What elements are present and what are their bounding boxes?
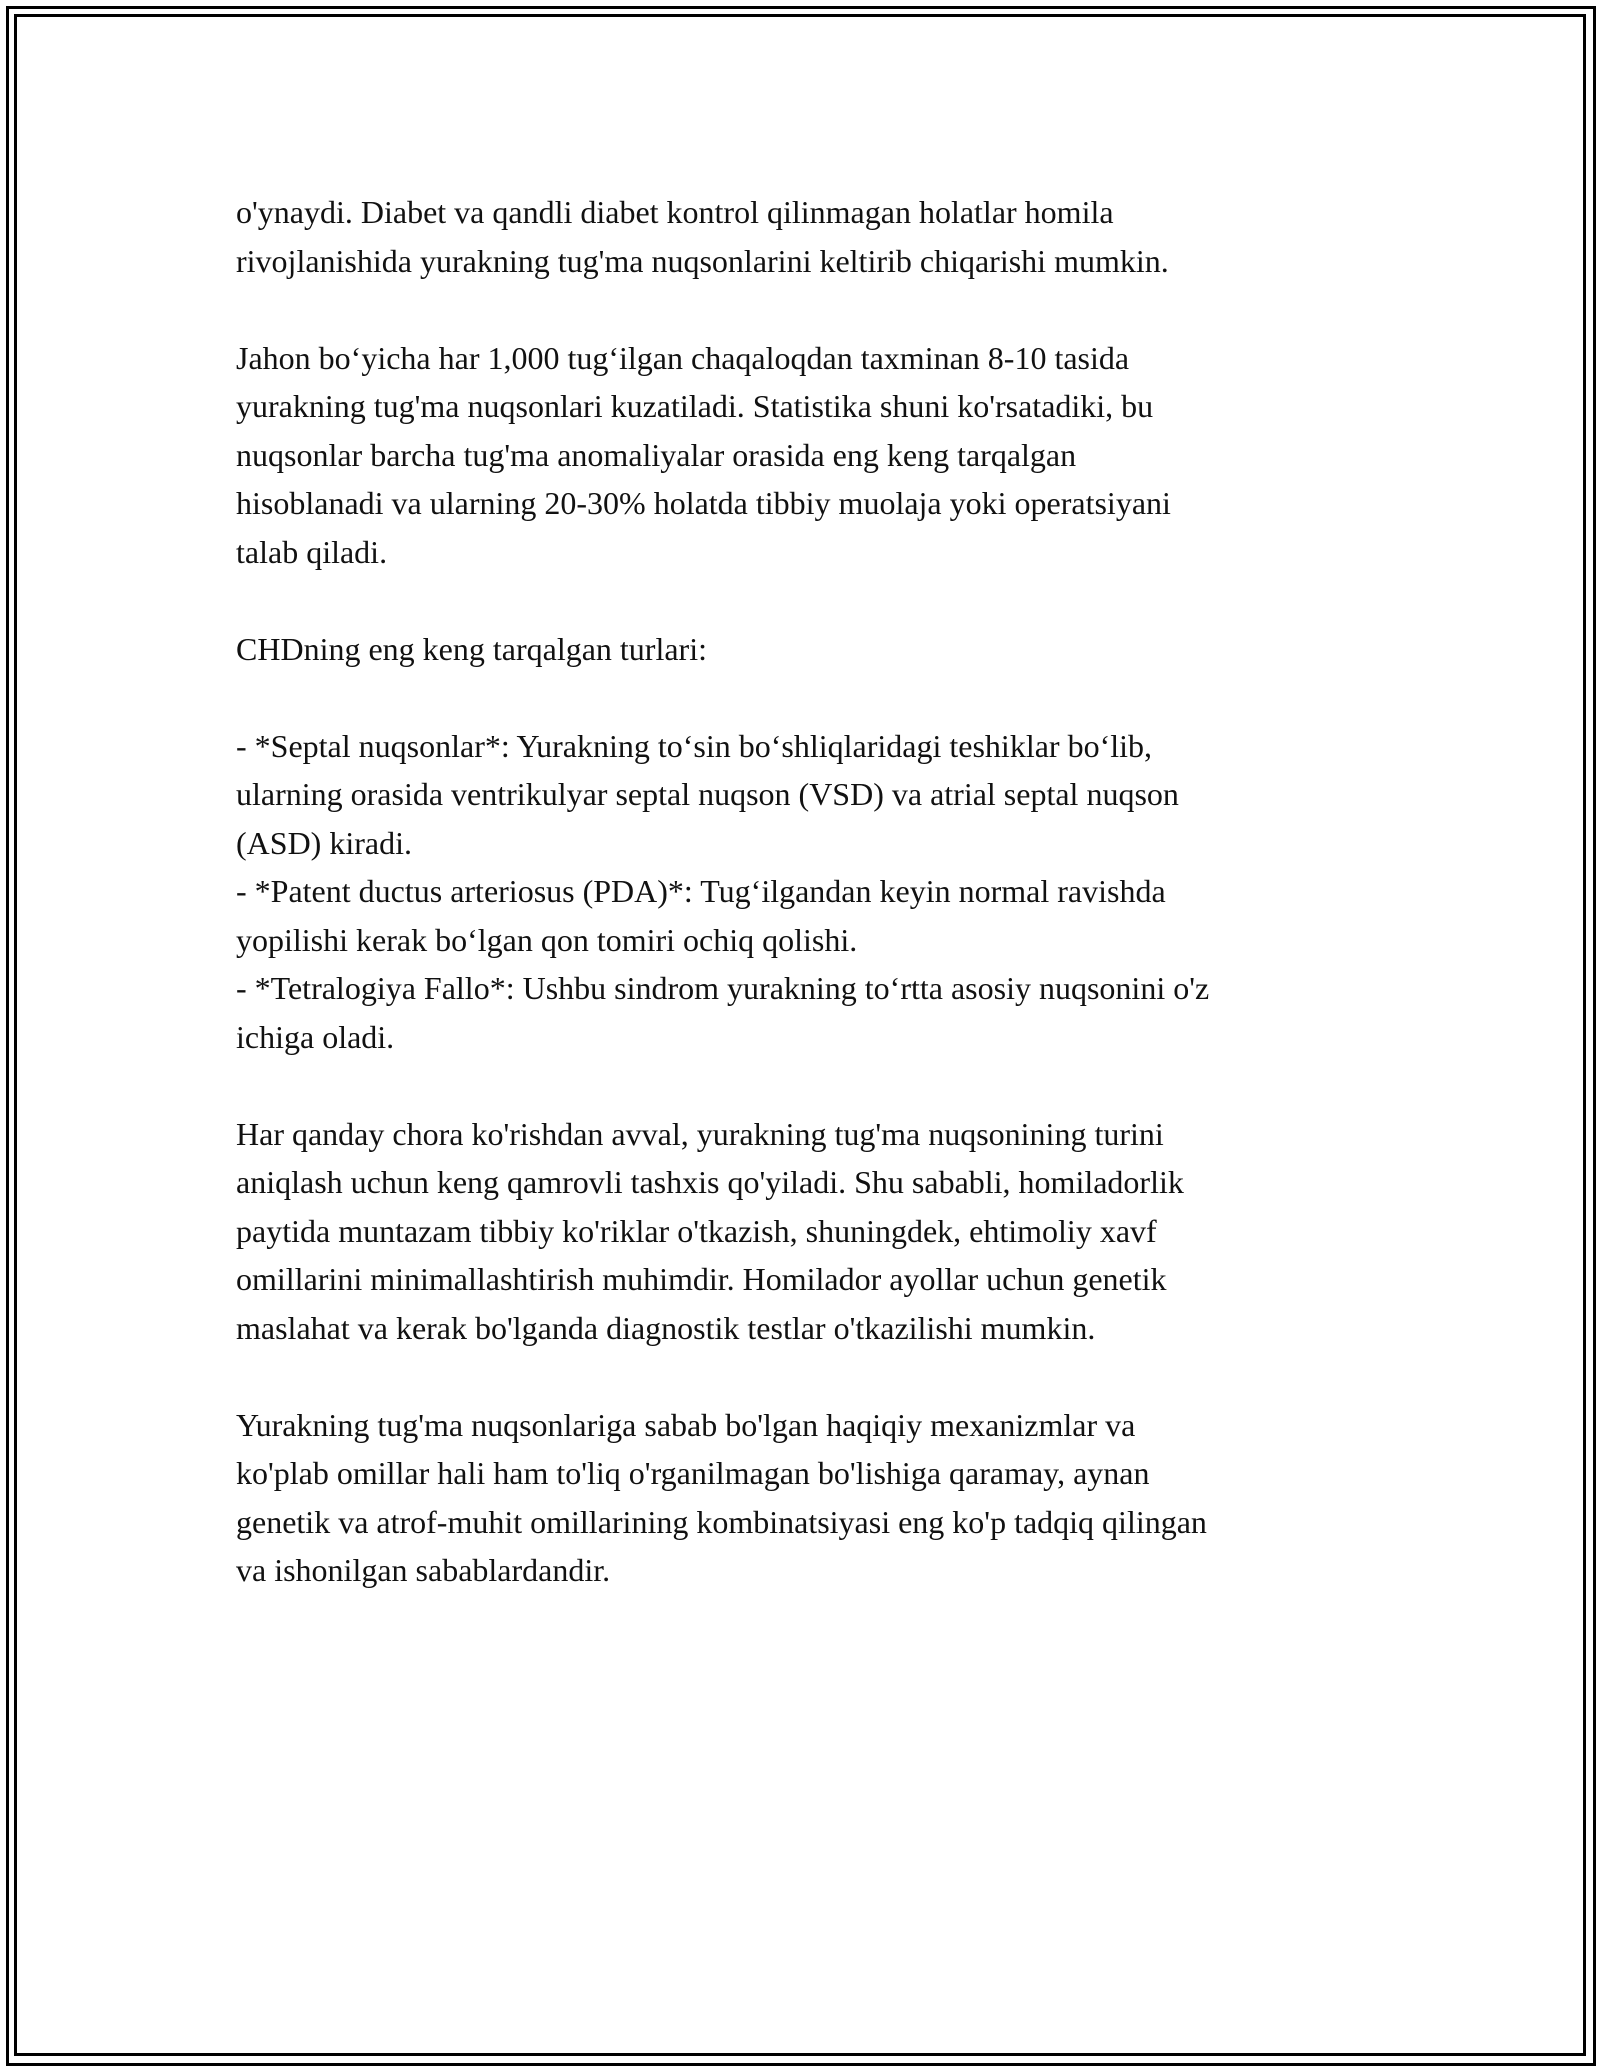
list-item-line: - *Septal nuqsonlar*: Yurakning to‘sin bo‘shliqlaridagi teshiklar bo‘lib, xyxy=(236,727,1152,764)
paragraph-types-list xyxy=(236,722,1376,1062)
text-line: yurakning tug'ma nuqsonlari kuzatiladi. Statistika shuni ko'rsatadiki, bu xyxy=(236,388,1154,424)
text-line: genetik va atrof-muhit omillarining kombinatsiyasi eng ko'p tadqiq qilingan xyxy=(236,1503,1207,1540)
list-item-line: (ASD) kiradi. xyxy=(236,824,412,861)
text-line: Yurakning tug'ma nuqsonlariga sabab bo'lgan haqiqiy mexanizmlar va xyxy=(236,1406,1136,1443)
text-line: o'ynaydi. Diabet va qandli diabet kontrol qilinmagan holatlar homila xyxy=(236,194,1114,230)
paragraph-diabetes xyxy=(236,188,1376,285)
text-line: ko'plab omillar hali ham to'liq o'rganilmagan bo'lishiga qaramay, aynan xyxy=(236,1455,1150,1491)
text-line: omillarini minimallashtirish muhimdir. Homilador ayollar uchun genetik xyxy=(236,1261,1167,1297)
text-line: rivojlanishida yurakning tug'ma nuqsonlarini keltirib chiqarishi mumkin. xyxy=(236,242,1169,279)
text-line: CHDning eng keng tarqalgan turlari: xyxy=(236,630,707,667)
text-line: Jahon bo‘yicha har 1,000 tug‘ilgan chaqaloqdan taxminan 8-10 tasida xyxy=(236,339,1130,376)
text-line: hisoblanadi va ularning 20-30% holatda tibbiy muolaja yoki operatsiyani xyxy=(236,485,1171,521)
text-line: va ishonilgan sabablardandir. xyxy=(236,1552,611,1588)
text-line: paytida muntazam tibbiy ko'riklar o'tkazish, shuningdek, ehtimoliy xavf xyxy=(236,1212,1157,1249)
paragraph-conclusion xyxy=(236,1401,1376,1595)
list-item-line: yopilishi kerak bo‘lgan qon tomiri ochiq qolishi. xyxy=(236,921,858,958)
paragraph-statistics xyxy=(236,334,1376,577)
paragraph-diagnosis xyxy=(236,1110,1376,1353)
text-line: Har qanday chora ko'rishdan avval, yurakning tug'ma nuqsonining turini xyxy=(236,1115,1164,1152)
text-line: nuqsonlar barcha tug'ma anomaliyalar orasida eng keng tarqalgan xyxy=(236,436,1077,473)
paragraph-types-heading xyxy=(236,625,1376,674)
list-item-line: - *Tetralogiya Fallo*: Ushbu sindrom yurakning to‘rtta asosiy nuqsonini o'z xyxy=(236,970,1210,1006)
list-item-line: ularning orasida ventrikulyar septal nuqson (VSD) va atrial septal nuqson xyxy=(236,776,1179,812)
list-item-line: - *Patent ductus arteriosus (PDA)*: Tug‘ilgandan keyin normal ravishda xyxy=(236,873,1166,909)
list-item-line: ichiga oladi. xyxy=(236,1018,395,1055)
text-line: maslahat va kerak bo'lganda diagnostik testlar o'tkazilishi mumkin. xyxy=(236,1309,1096,1346)
document-body xyxy=(236,188,1376,1643)
text-line: aniqlash uchun keng qamrovli tashxis qo'yiladi. Shu sababli, homiladorlik xyxy=(236,1164,1184,1200)
text-line: talab qiladi. xyxy=(236,533,388,570)
